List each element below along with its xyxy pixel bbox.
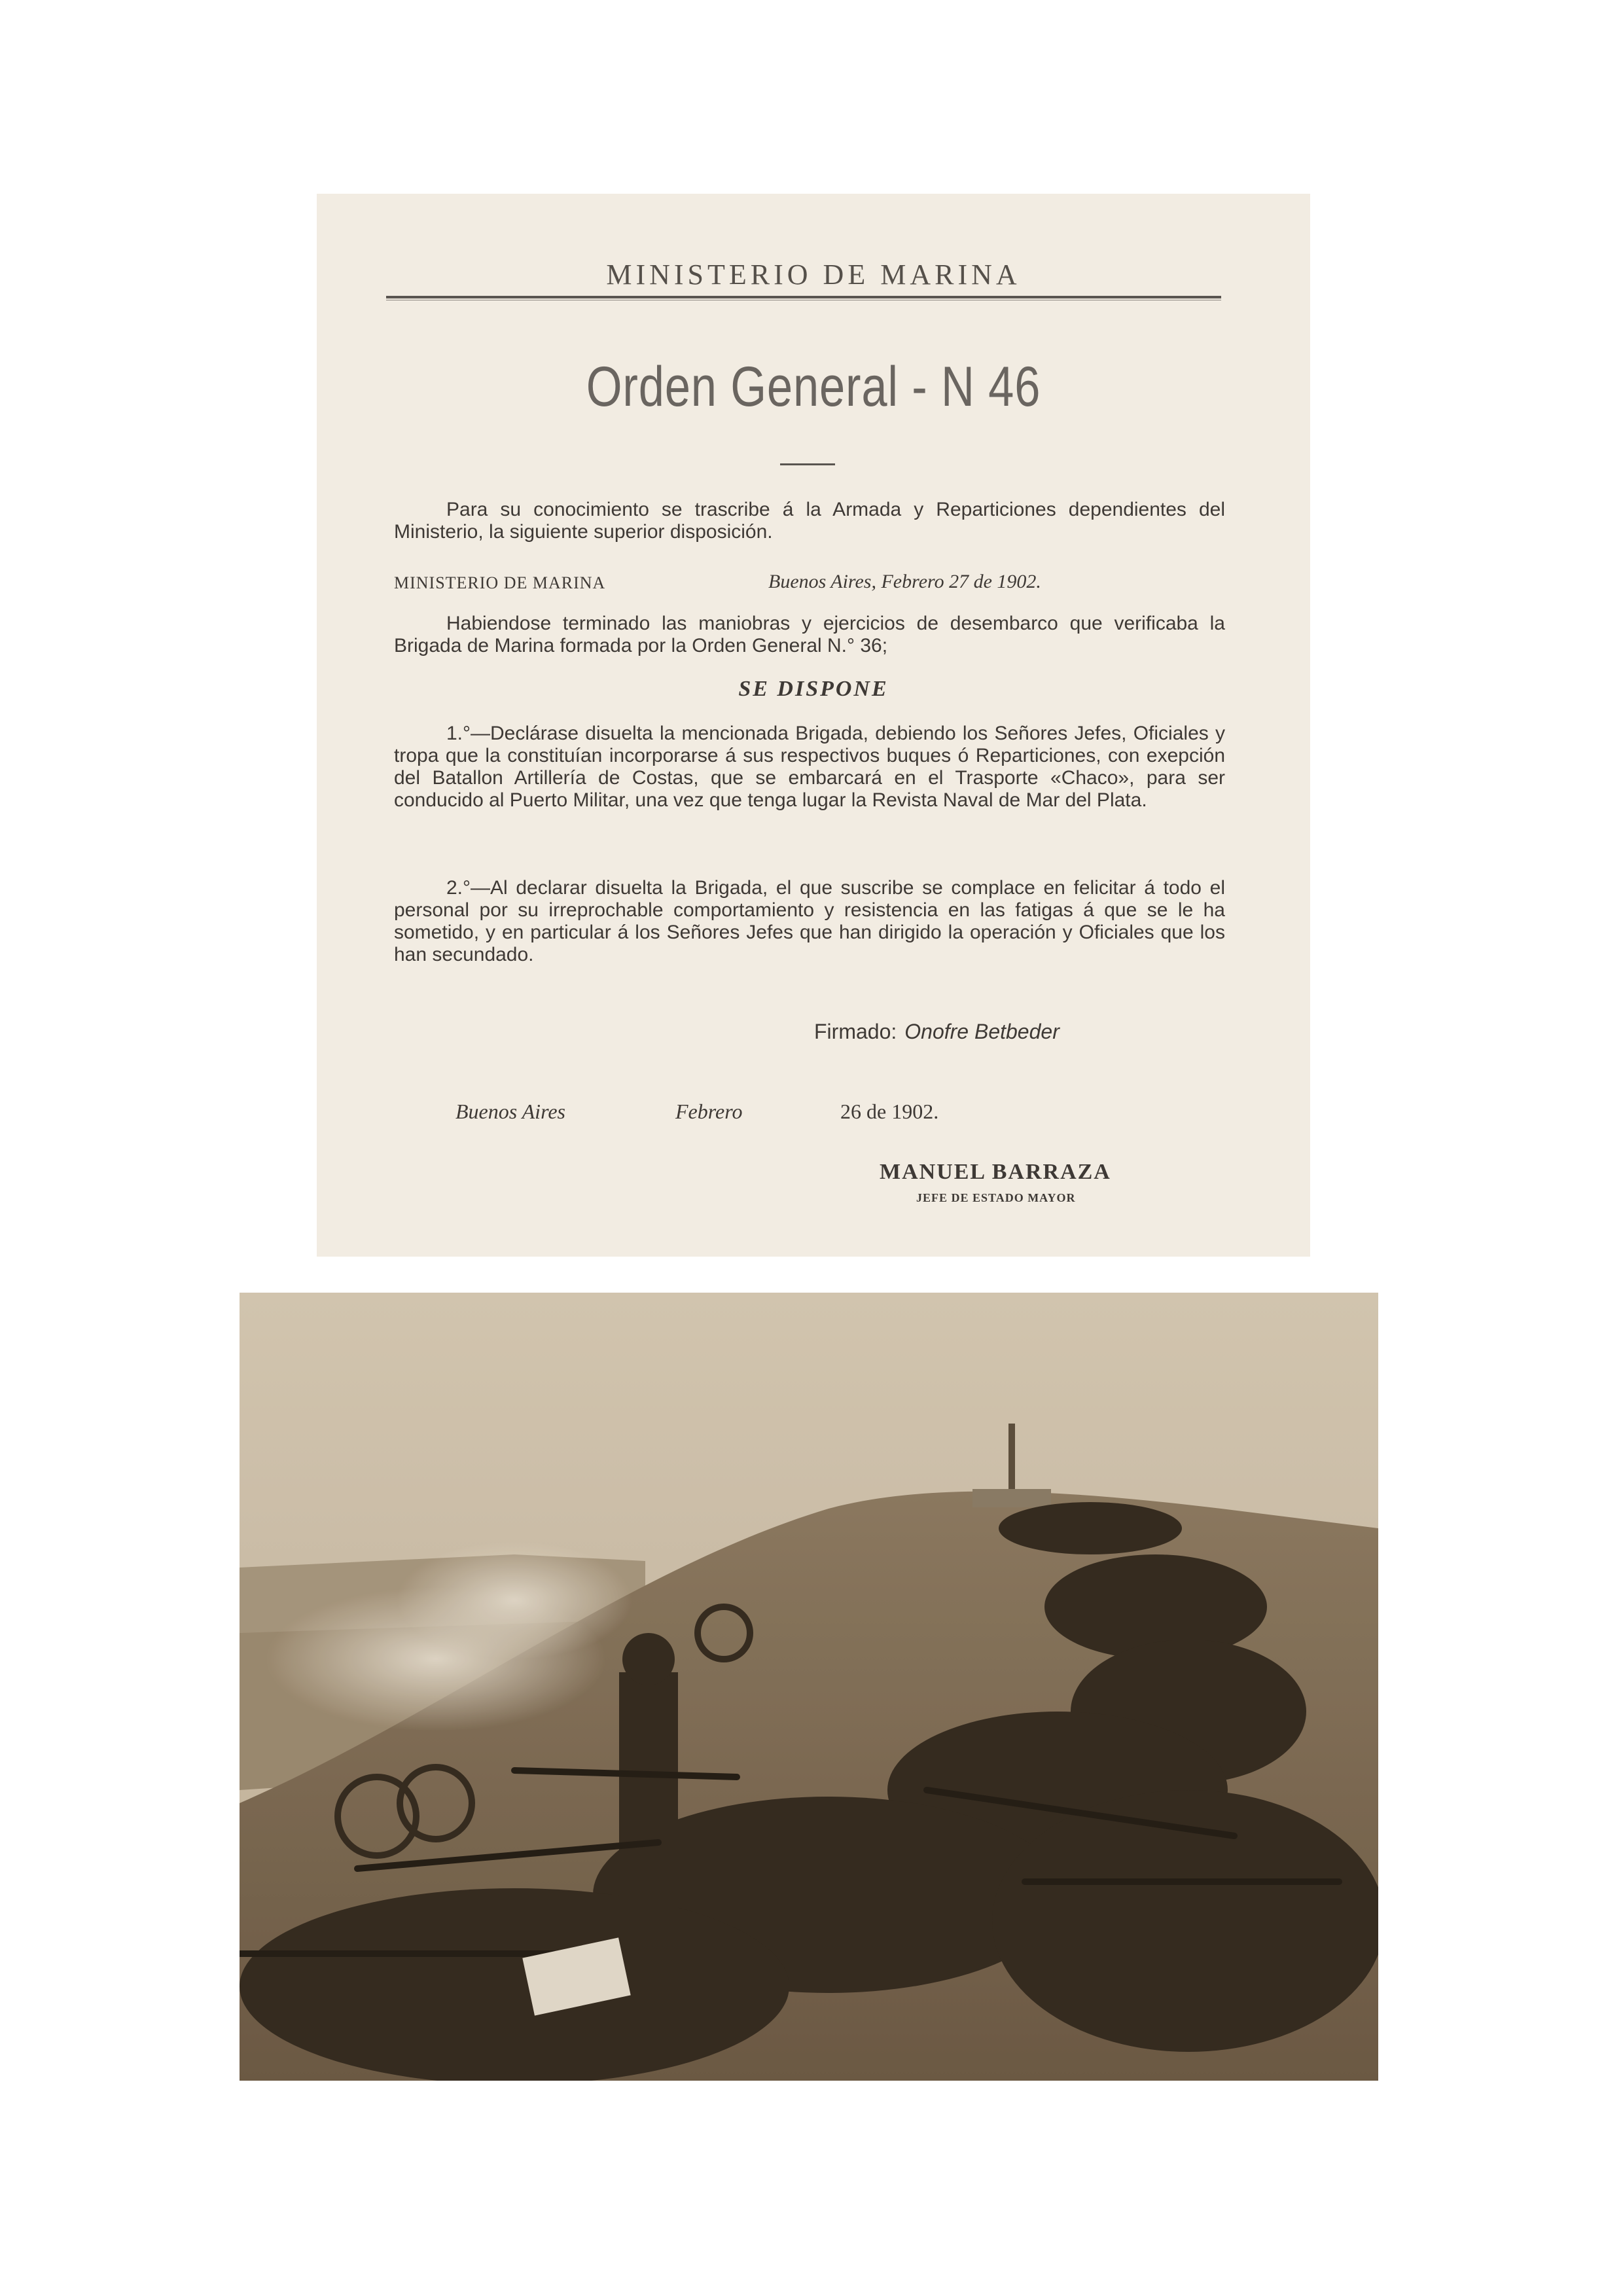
closing-month: Febrero (675, 1100, 743, 1123)
title-divider (780, 463, 835, 465)
order-title: Orden General - N 46 (586, 355, 1041, 418)
signed-label: Firmado: (814, 1020, 897, 1043)
preamble-paragraph: Habiendose terminado las maniobras y ejercicios de desembarco que verificaba la Brigada de Marina formada por la Orden General N.° 36; (394, 613, 1225, 656)
signatory-role: JEFE DE ESTADO MAYOR (916, 1191, 1076, 1204)
section-heading: SE DISPONE (738, 677, 889, 701)
closing-day-year: 26 de 1902. (840, 1100, 939, 1123)
signed-name: Onofre Betbeder (904, 1020, 1060, 1043)
dateline: Buenos Aires, Febrero 27 de 1902. (768, 571, 1041, 592)
official-order-document (317, 194, 1310, 1257)
photo-illustration (240, 1293, 1378, 2081)
historic-photograph (240, 1293, 1378, 2081)
intro-paragraph: Para su conocimiento se trascribe á la Armada y Reparticiones dependientes del Ministerio, la siguiente superior disposición. (394, 499, 1225, 543)
article-1: 1.°—Declárase disuelta la mencionada Brigada, debiendo los Señores Jefes, Oficiales y tropa que la constituían incorporarse á sus respectivos buques ó Reparticiones, con exepción del Batallon Artillería de Costas, que se embarcará en el Trasporte «Chaco», para ser conducido al Puerto Militar, una vez que tenga lugar la Revista Naval de Mar del Plata. (394, 723, 1225, 811)
sender-label: MINISTERIO DE MARINA (394, 573, 606, 592)
article-2: 2.°—Al declarar disuelta la Brigada, el que suscribe se complace en felicitar á todo el personal por su irreprochable comportamiento y resistencia en las fatigas á que se le ha sometido, y en particular á los Señores Jefes que han dirigido la operación y Oficiales que los han secundado. (394, 877, 1225, 965)
header-rule (386, 296, 1221, 298)
signatory-name: MANUEL BARRAZA (880, 1160, 1111, 1184)
ministry-header: MINISTERIO DE MARINA (606, 259, 1021, 291)
closing-place: Buenos Aires (455, 1100, 565, 1123)
signed-line (814, 1020, 1060, 1044)
